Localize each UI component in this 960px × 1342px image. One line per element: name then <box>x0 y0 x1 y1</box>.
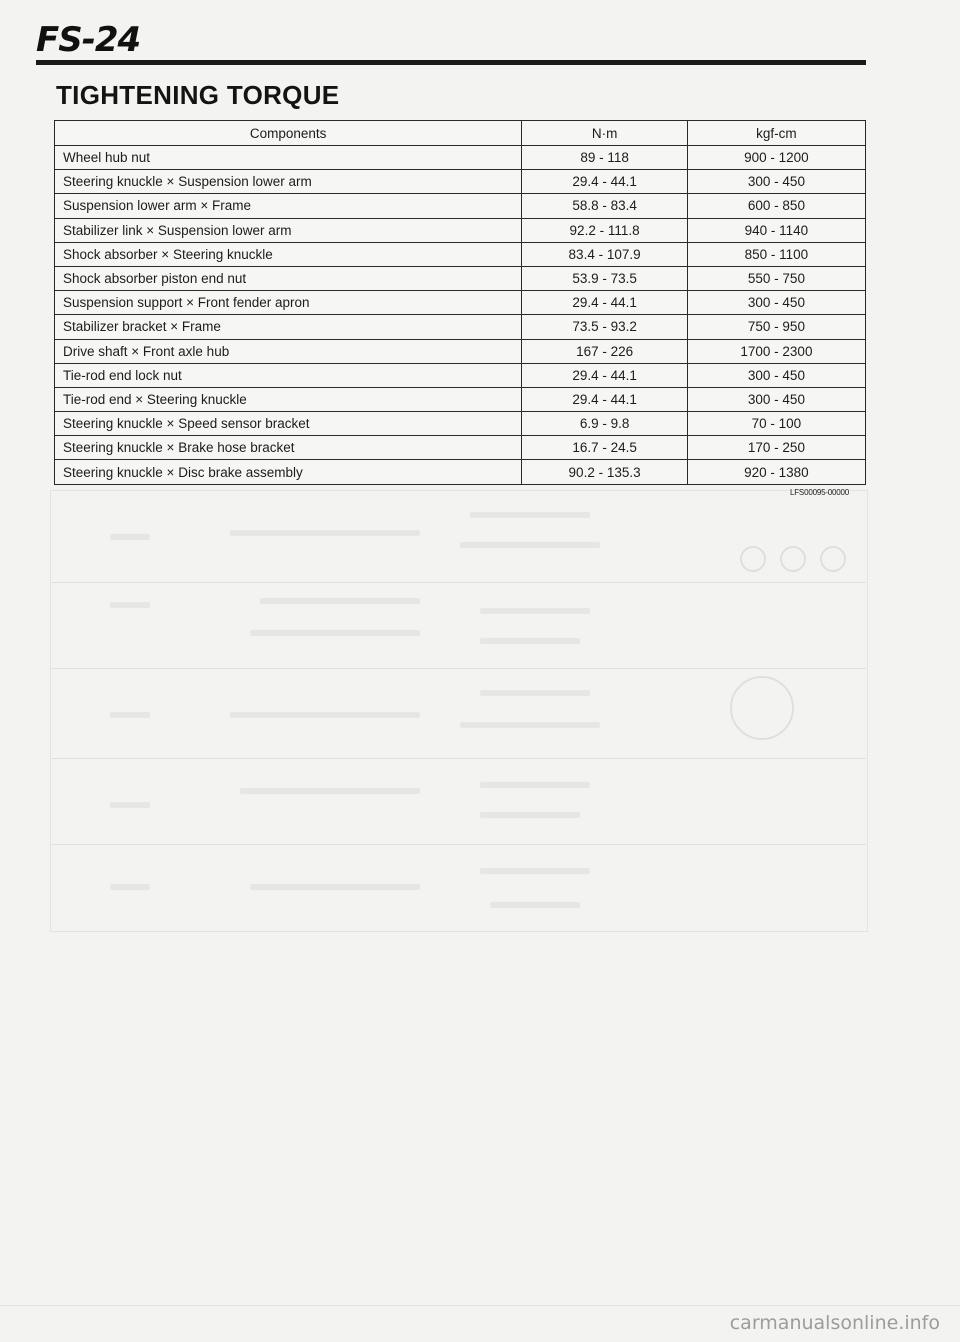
kgf-cm-cell: 1700 - 2300 <box>687 339 865 363</box>
table-row <box>55 194 866 218</box>
table-row <box>55 412 866 436</box>
kgf-cm-cell: 850 - 1100 <box>687 242 865 266</box>
component-cell: Steering knuckle × Suspension lower arm <box>55 170 522 194</box>
header-rule <box>36 60 866 65</box>
table-row <box>55 460 866 484</box>
component-cell: Stabilizer link × Suspension lower arm <box>55 218 522 242</box>
component-cell: Stabilizer bracket × Frame <box>55 315 522 339</box>
column-header-nm: N·m <box>522 121 688 146</box>
component-cell: Suspension lower arm × Frame <box>55 194 522 218</box>
nm-cell: 90.2 - 135.3 <box>522 460 688 484</box>
kgf-cm-cell: 940 - 1140 <box>687 218 865 242</box>
table-row <box>55 218 866 242</box>
component-cell: Shock absorber piston end nut <box>55 266 522 290</box>
kgf-cm-cell: 600 - 850 <box>687 194 865 218</box>
kgf-cm-cell: 920 - 1380 <box>687 460 865 484</box>
table-row <box>55 387 866 411</box>
component-cell: Tie-rod end lock nut <box>55 363 522 387</box>
nm-cell: 29.4 - 44.1 <box>522 291 688 315</box>
tightening-torque-table <box>54 120 866 485</box>
component-cell: Drive shaft × Front axle hub <box>55 339 522 363</box>
component-cell: Tie-rod end × Steering knuckle <box>55 387 522 411</box>
table-row <box>55 146 866 170</box>
nm-cell: 167 - 226 <box>522 339 688 363</box>
nm-cell: 6.9 - 9.8 <box>522 412 688 436</box>
page-title: TIGHTENING TORQUE <box>56 80 340 110</box>
table-row <box>55 363 866 387</box>
nm-cell: 58.8 - 83.4 <box>522 194 688 218</box>
table-row <box>55 242 866 266</box>
figure-code: LFS00095-00000 <box>790 488 850 497</box>
table-row <box>55 170 866 194</box>
kgf-cm-cell: 300 - 450 <box>687 291 865 315</box>
kgf-cm-cell: 300 - 450 <box>687 363 865 387</box>
kgf-cm-cell: 750 - 950 <box>687 315 865 339</box>
nm-cell: 29.4 - 44.1 <box>522 387 688 411</box>
kgf-cm-cell: 300 - 450 <box>687 170 865 194</box>
nm-cell: 92.2 - 111.8 <box>522 218 688 242</box>
table-row <box>55 339 866 363</box>
watermark: carmanualsonline.info <box>729 1312 940 1334</box>
table-row <box>55 436 866 460</box>
column-header-components: Components <box>55 121 522 146</box>
table-row <box>55 291 866 315</box>
nm-cell: 29.4 - 44.1 <box>522 363 688 387</box>
nm-cell: 16.7 - 24.5 <box>522 436 688 460</box>
component-cell: Shock absorber × Steering knuckle <box>55 242 522 266</box>
component-cell: Suspension support × Front fender apron <box>55 291 522 315</box>
kgf-cm-cell: 550 - 750 <box>687 266 865 290</box>
nm-cell: 29.4 - 44.1 <box>522 170 688 194</box>
component-cell: Wheel hub nut <box>55 146 522 170</box>
nm-cell: 83.4 - 107.9 <box>522 242 688 266</box>
table-header-row <box>55 121 866 146</box>
component-cell: Steering knuckle × Speed sensor bracket <box>55 412 522 436</box>
component-cell: Steering knuckle × Disc brake assembly <box>55 460 522 484</box>
column-header-kgf-cm: kgf-cm <box>687 121 865 146</box>
bleed-through-background <box>50 490 870 930</box>
footer-rule <box>0 1305 960 1306</box>
table-row <box>55 315 866 339</box>
nm-cell: 53.9 - 73.5 <box>522 266 688 290</box>
page-code: FS-24 <box>36 20 141 60</box>
kgf-cm-cell: 70 - 100 <box>687 412 865 436</box>
nm-cell: 73.5 - 93.2 <box>522 315 688 339</box>
component-cell: Steering knuckle × Brake hose bracket <box>55 436 522 460</box>
kgf-cm-cell: 900 - 1200 <box>687 146 865 170</box>
nm-cell: 89 - 118 <box>522 146 688 170</box>
kgf-cm-cell: 170 - 250 <box>687 436 865 460</box>
table-row <box>55 266 866 290</box>
kgf-cm-cell: 300 - 450 <box>687 387 865 411</box>
